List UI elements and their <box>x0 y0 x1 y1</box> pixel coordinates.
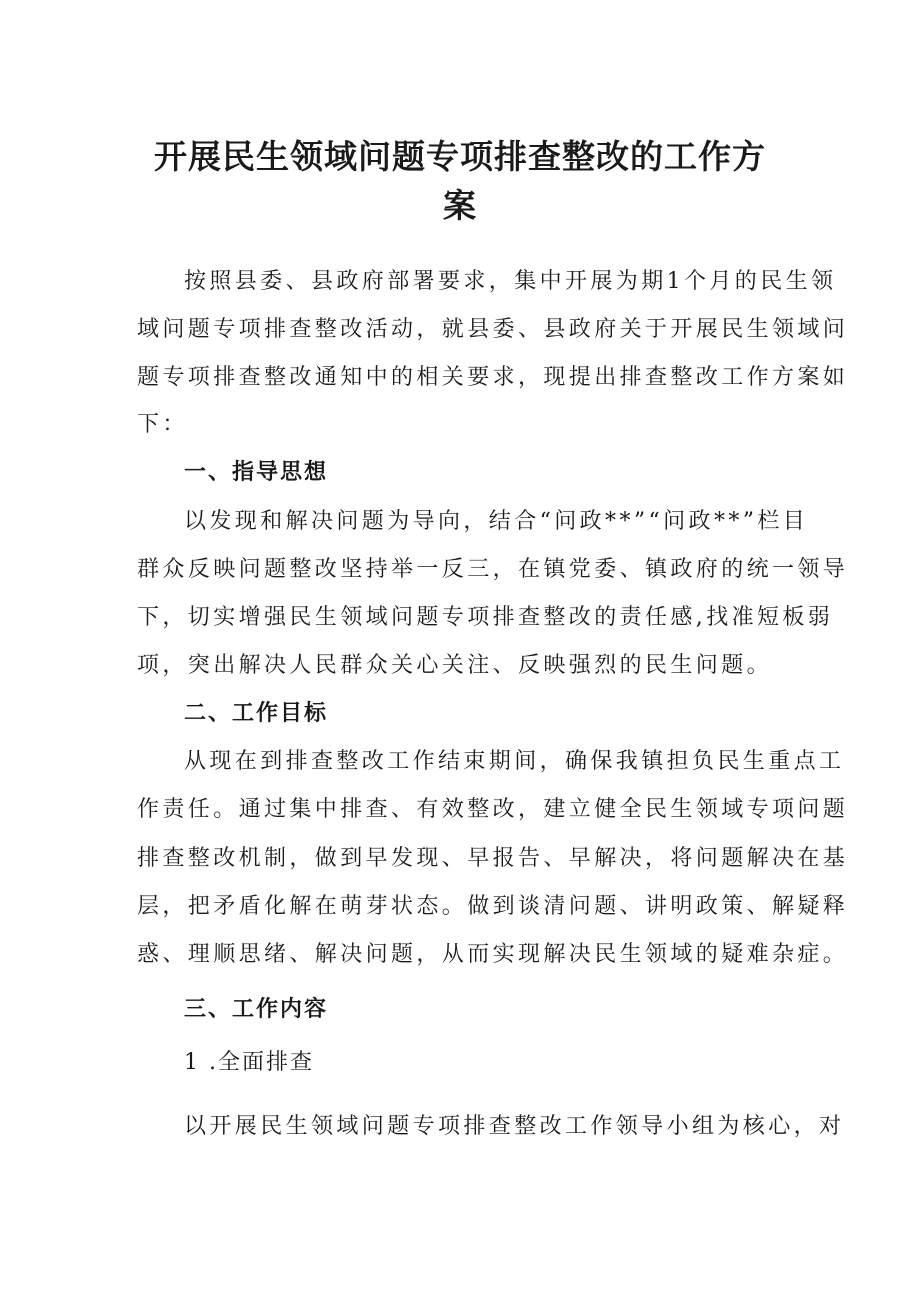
guiding-paragraph-line-1: 以发现和解决问题为导向，结合“问政**”“问政**”栏目 <box>184 509 809 534</box>
subsection-item-comprehensive-check: 1 .全面排查 <box>184 1050 314 1075</box>
section-heading-guiding-thought: 一、指导思想 <box>184 460 329 485</box>
intro-paragraph-line-4: 下： <box>137 412 188 437</box>
content-paragraph-line-1: 以开展民生领域问题专项排查整改工作领导小组为核心，对 <box>184 1114 845 1139</box>
guiding-paragraph-line-3: 下，切实增强民生领域问题专项排查整改的责任感,找准短板弱 <box>137 605 834 630</box>
guiding-paragraph-line-4: 项，突出解决人民群众关心关注、反映强烈的民生问题。 <box>137 653 773 678</box>
goal-paragraph-line-4: 层，把矛盾化解在萌芽状态。做到谈清问题、讲明政策、解疑释 <box>137 894 849 919</box>
goal-paragraph-line-3: 排查整改机制，做到早发现、早报告、早解决，将问题解决在基 <box>137 846 849 871</box>
goal-paragraph-line-5: 惑、理顺思绪、解决问题，从而实现解决民生领域的疑难杂症。 <box>137 942 849 967</box>
document-title-line-1: 开展民生领域问题专项排查整改的工作方 <box>154 137 766 176</box>
document-title-line-2: 案 <box>443 186 477 225</box>
section-heading-work-goal: 二、工作目标 <box>184 701 329 726</box>
guiding-paragraph-line-2: 群众反映问题整改坚持举一反三，在镇党委、镇政府的统一领导 <box>137 557 849 582</box>
intro-paragraph-line-1: 按照县委、县政府部署要求，集中开展为期1个月的民生领 <box>184 269 837 294</box>
section-heading-work-content: 三、工作内容 <box>184 997 329 1022</box>
goal-paragraph-line-2: 作责任。通过集中排查、有效整改，建立健全民生领域专项问题 <box>137 797 849 822</box>
intro-paragraph-line-2: 域问题专项排查整改活动，就县委、县政府关于开展民生领域问 <box>137 317 849 342</box>
goal-paragraph-line-1: 从现在到排查整改工作结束期间，确保我镇担负民生重点工 <box>184 749 845 774</box>
intro-paragraph-line-3: 题专项排查整改通知中的相关要求，现提出排查整改工作方案如 <box>137 365 849 390</box>
